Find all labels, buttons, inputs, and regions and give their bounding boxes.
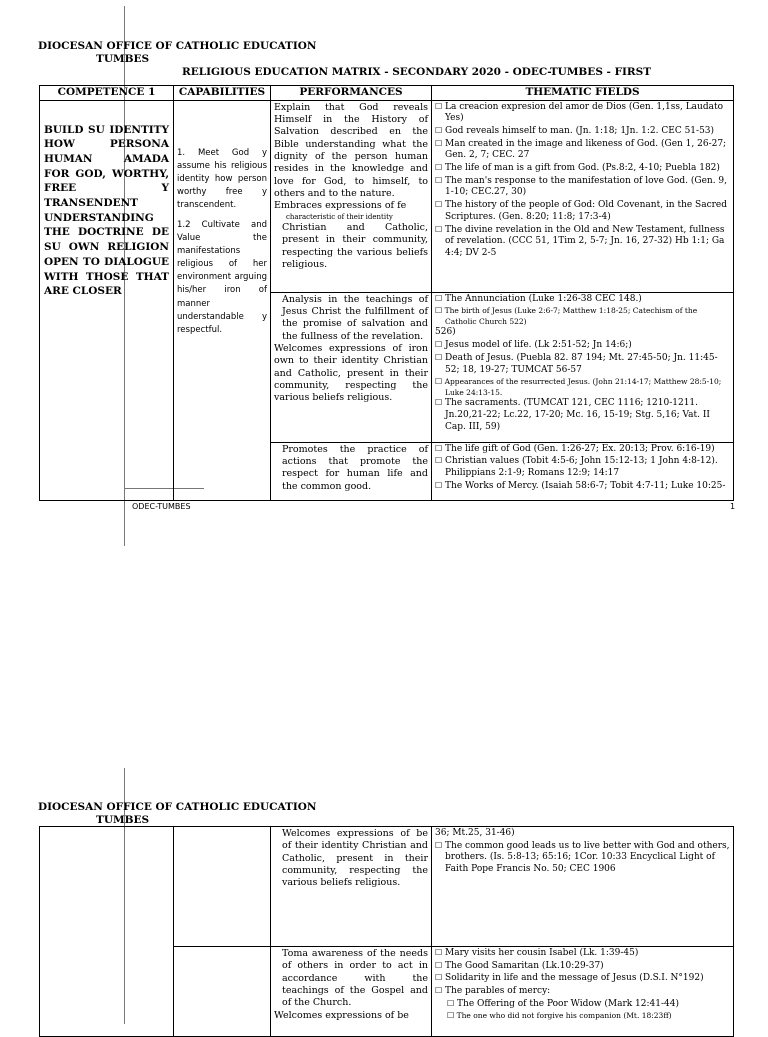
list-item (435, 327, 730, 339)
performance-cell (271, 292, 432, 442)
list-item-text: The Works of Mercy. (Isaiah 58:6-7; Tobit 4:7-11; Luke 10:25- (445, 480, 726, 491)
competence-cell: BUILD SU IDENTITY HOW PERSONA HUMAN AMADA FOR GOD, WORTHY, FREE Y TRANSENDENT UNDERSTANDING THE DOCTRINE DE SU OWN RELIGION OPEN TO DIALOGUE WITH THOSE THAT ARE CLOSER (40, 100, 174, 500)
list-item-text: The Annunciation (Luke 1:26-38 CEC 148.) (445, 293, 642, 304)
checkbox-icon: ☐ (435, 840, 443, 850)
list-item-text: The Offering of the Poor Widow (Mark 12:41-44) (457, 998, 679, 1009)
list-item-text: Man created in the image and likeness of God. (Gen 1, 26-27; Gen. 2, 7; CEC. 27 (445, 138, 727, 161)
list-item (435, 986, 730, 998)
list-item-text: Appearances of the resurrected Jesus. (John 21:14-17; Matthew 28:5-10; Luke 24:13-15. (444, 377, 722, 397)
thematic-cell (432, 827, 734, 947)
list-item-text: Christian values (Tobit 4:5-6; John 15:12-13; 1 John 4:8-12). Philippians 2:1-9; Romans 12:9; 14:17 (445, 456, 718, 479)
list-item (435, 398, 730, 433)
performance-cell (271, 100, 432, 292)
list-item (435, 481, 730, 493)
list-item-text: Solidarity in life and the message of Jesus (D.S.I. N°192) (445, 973, 704, 984)
thematic-cell (432, 292, 734, 442)
checkbox-icon: ☐ (435, 175, 443, 185)
thematic-cell (432, 100, 734, 292)
performance-text: Welcomes expressions of iron own to their identity Christian and Catholic, present in their community, respecting the various beliefs religious. (274, 343, 428, 404)
office-heading: DIOCESAN OFFICE OF CATHOLIC EDUCATION (38, 40, 317, 52)
capabilities-cell (174, 827, 271, 947)
page-number: 1 (730, 502, 736, 511)
list-item (435, 102, 730, 125)
performance-text: Embraces expressions of fe (274, 200, 407, 212)
list-item-text: God reveals himself to man. (Jn. 1:18; 1Jn. 1:2. CEC 51-53) (445, 126, 715, 137)
list-item (435, 444, 730, 456)
list-item (435, 225, 730, 260)
checkbox-icon: ☐ (435, 340, 443, 350)
office-heading: DIOCESAN OFFICE OF CATHOLIC EDUCATION (38, 801, 317, 813)
list-item (435, 948, 730, 960)
list-item (435, 306, 730, 326)
checkbox-icon: ☐ (435, 948, 443, 957)
list-item (435, 973, 730, 985)
list-item (435, 841, 730, 876)
checkbox-icon: ☐ (447, 998, 455, 1008)
list-item-text: The one who did not forgive his companion (Mt. 18:23ff) (456, 1011, 672, 1021)
list-item (435, 961, 730, 973)
document-page-2 (0, 768, 768, 1024)
header-thematic-fields: THEMATIC FIELDS (432, 86, 734, 101)
checkbox-icon: ☐ (435, 960, 443, 970)
list-item (435, 340, 730, 352)
matrix-title: RELIGIOUS EDUCATION MATRIX - SECONDARY 2020 - ODEC-TUMBES - FIRST (182, 66, 652, 78)
footer-left: ODEC-TUMBES (132, 502, 191, 511)
city-heading: TUMBES (96, 814, 150, 826)
matrix-table (39, 85, 734, 501)
list-item (435, 1011, 730, 1021)
checkbox-icon: ☐ (435, 126, 443, 136)
list-item-text: La creacion expresion del amor de Dios (Gen. 1,1ss, Laudato Yes) (445, 101, 724, 124)
list-item-text: The life of man is a gift from God. (Ps.8:2, 4-10; Puebla 182) (445, 163, 720, 174)
list-item-text: The common good leads us to live better with God and others, brothers. (Is. 5:8-13; 65:16; 1Cor. 10:33 Encyclical Light of Faith Pope Francis No. 50; CEC 1906 (445, 840, 730, 875)
performance-text: Toma awareness of the needs of others in order to act in accordance with the teachings of the Gospel and of the Church. (282, 948, 428, 1009)
checkbox-icon: ☐ (435, 377, 443, 387)
list-item-text: Jesus model of life. (Lk 2:51-52; Jn 14:6;) (445, 340, 632, 351)
performance-text: Christian and Catholic, present in their community, respecting the various beliefs religious. (282, 221, 428, 270)
header-performances: PERFORMANCES (271, 86, 432, 101)
list-item (435, 999, 730, 1011)
checkbox-icon: ☐ (435, 293, 443, 303)
header-row (40, 86, 734, 101)
capability-item: 1. Meet God y assume his religious identity how person worthy free y transcendent. (177, 147, 267, 211)
list-item (435, 828, 730, 840)
list-item (435, 294, 730, 306)
list-item (435, 139, 730, 162)
list-item-text: The parables of mercy: (445, 986, 551, 997)
performance-text: Analysis in the teachings of Jesus Christ the fulfillment of the promise of salvation and the fullness of the revelation. (282, 293, 428, 342)
list-item-text: The sacraments. (TUMCAT 121, CEC 1116; 1210-1211. Jn.20,21-22; Lc.22, 17-20; Mc. 16, 15-19; Stg. 5,16; Vat. II Cap. III, 59) (445, 398, 710, 432)
checkbox-icon: ☐ (435, 456, 443, 466)
list-item-text: The Good Samaritan (Lk.10:29-37) (445, 960, 604, 971)
performance-text: Explain that God reveals Himself in the History of Salvation described en the Bible understanding what the dignity of the person human resides in the knowledge and love for God, to himself, to others and to the nature. (274, 101, 428, 200)
checkbox-icon: ☐ (435, 163, 443, 173)
capability-item: 1.2 Cultivate and Value the manifestations religious of her environment arguing his/her iron of manner understandable y respectful. (177, 219, 267, 335)
matrix-table (39, 826, 734, 1037)
performance-text: characteristic of their identity (286, 212, 393, 221)
checkbox-icon: ☐ (435, 138, 443, 148)
list-item-text: The divine revelation in the Old and New Testament, fullness of revelation. (CCC 51, 1Tim 2, 5-7; Jn. 16, 27-32) Hb 1:1; Ga 4:4; DV 2-5 (445, 224, 725, 258)
header-competence: COMPETENCE 1 (40, 86, 174, 101)
checkbox-icon: ☐ (435, 200, 443, 210)
performance-text: Promotes the practice of actions that promote the respect for human life and the common good. (282, 443, 428, 492)
list-item-text: Death of Jesus. (Puebla 82. 87 194; Mt. 27:45-50; Jn. 11:45-52; 18, 19-27; TUMCAT 56-57 (445, 352, 718, 375)
performance-cell (271, 827, 432, 947)
capabilities-cell (174, 947, 271, 1037)
checkbox-icon: ☐ (435, 101, 443, 111)
checkbox-icon: ☐ (435, 986, 443, 996)
performance-cell (271, 442, 432, 500)
list-item (435, 353, 730, 376)
list-item (435, 377, 730, 397)
checkbox-icon: ☐ (435, 480, 443, 490)
list-item-text: The birth of Jesus (Luke 2:6-7; Matthew 1:18-25; Catechism of the Catholic Church 522) (444, 306, 698, 326)
thematic-cell (432, 947, 734, 1037)
checkbox-icon: ☐ (435, 352, 443, 362)
checkbox-icon: ☐ (435, 973, 443, 983)
list-item (435, 456, 730, 479)
checkbox-icon: ☐ (435, 306, 443, 316)
list-item-text: Mary visits her cousin Isabel (Lk. 1:39-45) (445, 948, 639, 958)
checkbox-icon: ☐ (435, 398, 443, 408)
checkbox-icon: ☐ (435, 224, 443, 234)
list-item (435, 163, 730, 175)
checkbox-icon: ☐ (435, 443, 443, 453)
list-item (435, 176, 730, 199)
performance-cell (271, 947, 432, 1037)
list-item-text: The man's response to the manifestation of love God. (Gen. 9, 1-10; CEC.27, 30) (445, 175, 728, 198)
performance-text: Welcomes expressions of be of their identity Christian and Catholic, present in their community, respecting the various beliefs religious. (282, 828, 428, 889)
checkbox-icon: ☐ (447, 1011, 455, 1021)
list-item-text: 36; Mt.25, 31-46) (435, 828, 515, 838)
thematic-cell (432, 442, 734, 500)
list-item-text: The history of the people of God: Old Covenant, in the Sacred Scriptures. (Gen. 8:20; 11:8; 17:3-4) (445, 200, 728, 222)
competence-cell (40, 827, 174, 1037)
performance-text: Welcomes expressions of be (274, 1009, 409, 1021)
list-item-text: The life gift of God (Gen. 1:26-27; Ex. 20:13; Prov. 6:16-19) (445, 443, 715, 454)
list-item-text: 526) (435, 327, 456, 338)
city-heading: TUMBES (96, 53, 150, 65)
list-item (435, 126, 730, 138)
header-capabilities: CAPABILITIES (174, 86, 271, 101)
list-item (435, 200, 730, 223)
table-row (40, 100, 734, 292)
table-row (40, 827, 734, 947)
capabilities-cell (174, 100, 271, 500)
